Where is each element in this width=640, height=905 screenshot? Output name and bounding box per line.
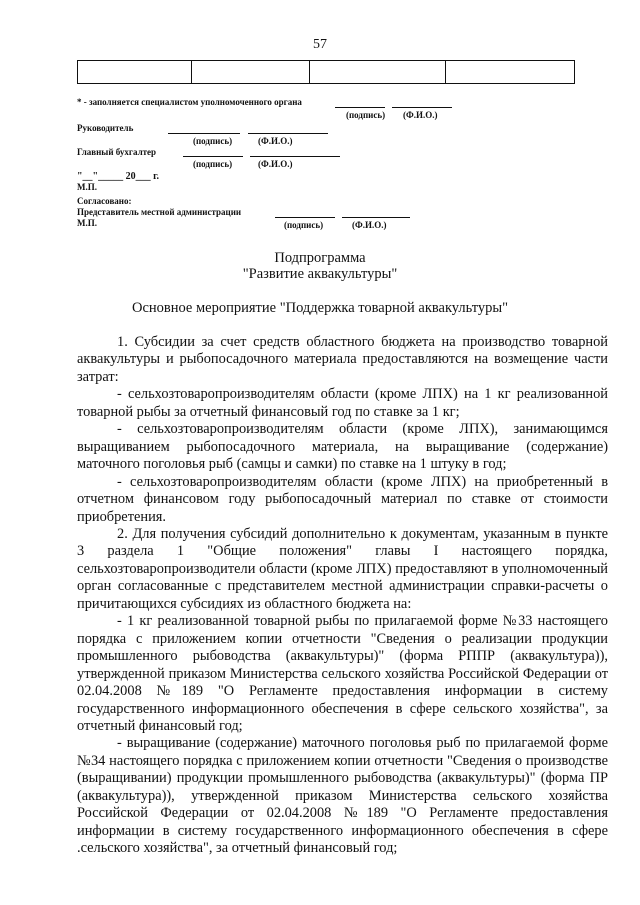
name-caption: (Ф.И.О.)	[258, 159, 293, 169]
paragraph: 2. Для получения субсидий дополнительно к документам, указанным в пункте 3 раздела 1 "Общие положения" главы I настоящего порядка, сельхозтоваропроизводители области (кроме ЛПХ) предоставляют в уполномоченный орган согласованные с представителем местной администрации справки-расчеты о причитающихся субсидиях из областного бюджета на:	[77, 525, 608, 612]
table-cell	[310, 61, 446, 84]
main-activity-title: Основное мероприятие "Поддержка товарной аквакультуры"	[131, 300, 509, 316]
stamp-mark: М.П.	[77, 218, 97, 228]
name-line	[250, 156, 340, 157]
paragraph: - сельхозтоваропроизводителям области (кроме ЛПХ) на приобретенный в отчетном финансовом году рыбопосадочный материал по ставке от стоимости приобретения.	[77, 473, 608, 525]
stamp-mark: М.П.	[77, 182, 97, 192]
name-line	[342, 217, 410, 218]
name-caption: (Ф.И.О.)	[352, 220, 387, 230]
name-line	[392, 107, 452, 108]
director-label: Руководитель	[77, 123, 134, 133]
signature-caption: (подпись)	[284, 220, 324, 230]
agreed-label: Согласовано:	[77, 196, 132, 206]
signature-caption: (подпись)	[193, 136, 233, 146]
form-table-bottom-row	[77, 60, 575, 84]
paragraph: - 1 кг реализованной товарной рыбы по прилагаемой форме №33 настоящего порядка с приложением копии отчетности "Сведения о реализации продукции промышленного рыбоводства (аквакультуры)" (форма РППР (аквакультура)), утвержденной приказом Министерства сельского хозяйства Российской Федерации от 02.04.2008 №189 "О Регламенте предоставления информации в систему государственного информационного обеспечения в сфере сельского хозяйства", за отчетный финансовый год;	[77, 613, 608, 734]
signature-caption: (подпись)	[193, 159, 233, 169]
subprogram-title: Подпрограмма	[274, 250, 366, 266]
representative-label: Представитель местной администрации	[77, 207, 242, 217]
name-caption: (Ф.И.О.)	[258, 136, 293, 146]
paragraph: - сельхозтоваропроизводителям области (кроме ЛПХ) на 1 кг реализованной товарной рыбы за отчетный финансовый год по ставке за 1 кг;	[77, 386, 608, 420]
subprogram-name: "Развитие аквакультуры"	[242, 266, 398, 282]
signature-line	[168, 133, 240, 134]
signature-line	[335, 107, 385, 108]
table-cell	[446, 61, 575, 84]
table-cell	[78, 61, 192, 84]
signature-line	[275, 217, 335, 218]
document-body	[77, 334, 608, 858]
filled-by-note: * - заполняется специалистом уполномоченного органа	[77, 97, 302, 107]
paragraph: 1. Субсидии за счет средств областного бюджета на производство товарной аквакультуры и рыбопосадочного материала предоставляются на возмещение части затрат:	[77, 334, 608, 385]
table-cell	[192, 61, 310, 84]
signature-line	[183, 156, 243, 157]
paragraph: - сельхозтоваропроизводителям области (кроме ЛПХ), занимающимся выращиванием рыбопосадочного материала, на выращивание (содержание) маточного поголовья рыб (самцы и самки) по ставке на 1 штуку в год;	[77, 421, 608, 473]
name-caption: (Ф.И.О.)	[403, 110, 438, 120]
accountant-label: Главный бухгалтер	[77, 147, 157, 157]
paragraph: - выращивание (содержание) маточного поголовья рыб по прилагаемой форме №34 настоящего порядка с приложением копии отчетности "Сведения о производстве (выращивании) продукции промышленного рыбоводства (аквакультуры)" (форма ПР (аквакультура)), утвержденной приказом Министерства сельского хозяйства Российской Федерации от 02.04.2008 №189 "О Регламенте предоставления информации в систему государственного информационного обеспечения в сфере .сельского хозяйства", за отчетный финансовый год;	[77, 735, 608, 857]
name-line	[248, 133, 328, 134]
page-number: 57	[313, 37, 327, 52]
signature-caption: (подпись)	[346, 110, 386, 120]
date-line: "__"_____ 20___ г.	[77, 171, 160, 182]
